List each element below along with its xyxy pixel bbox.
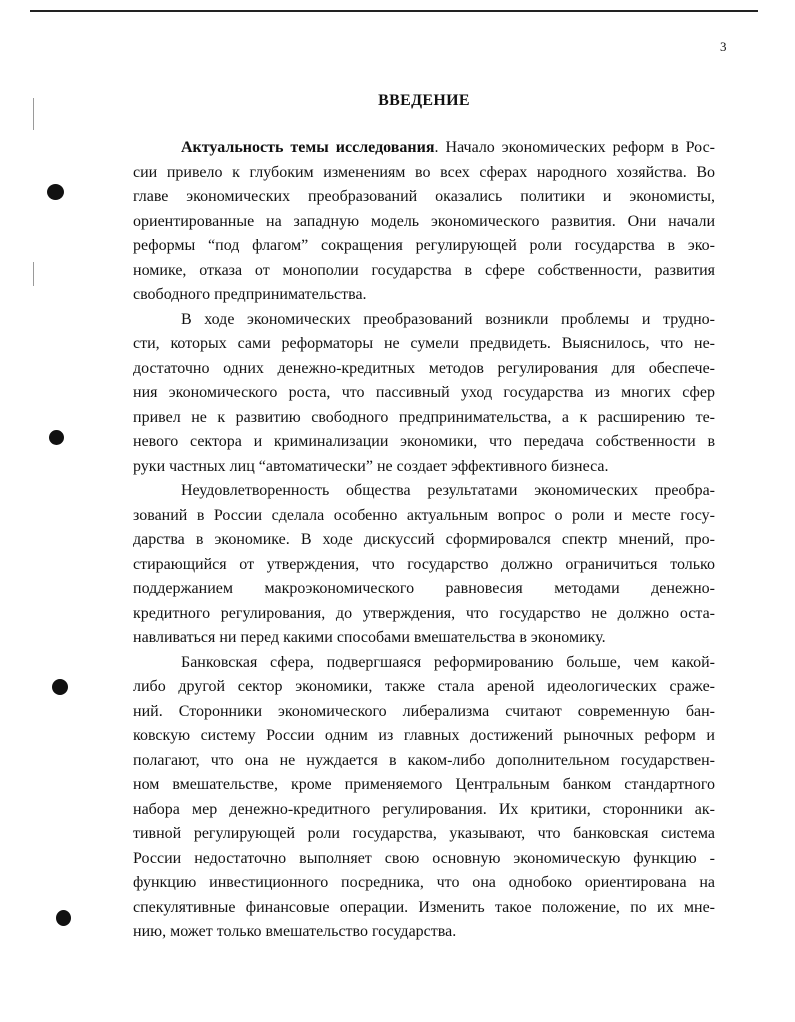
text-run: . Начало экономических реформ в Рос- [434, 139, 716, 156]
text-line: либо другой сектор экономики, также стала ареной идеологических сраже- [133, 678, 715, 695]
text-line: достаточно одних денежно-кредитных методов регулирования для обеспече- [133, 359, 715, 377]
text-line: сии привело к глубоким изменениям во всех сферах народного хозяйства. Во [133, 163, 715, 181]
text-line: В ходе экономических преобразований возникли проблемы и трудно- [181, 310, 715, 328]
text-line: дарства в экономике. В ходе дискуссий сформировался спектр мнений, про- [133, 531, 715, 548]
text-line: ния экономического роста, что пассивный уход государства из многих сфер [133, 384, 715, 401]
text-line: свободного предпринимательства. [133, 286, 367, 303]
text-line: поддержанием макроэкономического равновесия методами денежно- [133, 580, 715, 597]
text-line: навливаться ни перед какими способами вмешательства в экономику. [133, 629, 606, 646]
text-line: Банковская сфера, подвергшаяся реформированию больше, чем какой- [181, 653, 715, 671]
text-line: сти, которых сами реформаторы не сумели предвидеть. Выяснилось, что не- [133, 335, 715, 352]
binder-hole-mark [49, 430, 64, 445]
text-line: нию, может только вмешательство государства. [133, 923, 457, 940]
text-line: Неудовлетворенность общества результатами экономических преобра- [181, 482, 715, 499]
binder-hole-mark [52, 679, 68, 695]
text-line: номике, отказа от монополии государства в сфере собственности, развития [133, 261, 715, 279]
text-line: руки частных лиц “автоматически” не создает эффективного бизнеса. [133, 457, 609, 475]
text-line: функцию инвестиционного посредника, что она однобоко ориентирована на [133, 874, 715, 891]
scan-margin-line [33, 98, 34, 130]
text-line: ном вмешательстве, кроме применяемого Центральным банком стандартного [133, 776, 715, 793]
text-line: главе экономических преобразований оказались политики и экономисты, [133, 188, 715, 205]
text-line: ориентированные на западную модель экономического развития. Они начали [133, 212, 715, 230]
text-line: ковскую систему России одним из главных достижений рыночных реформ и [133, 727, 715, 744]
scan-margin-line [33, 262, 34, 286]
text-line: стирающийся от утверждения, что государство должно ограничиться только [133, 555, 715, 573]
scan-top-border [30, 10, 758, 12]
text-line: зований в России сделала особенно актуальным вопрос о роли и месте госу- [133, 506, 715, 524]
binder-hole-mark [47, 184, 64, 200]
text-line: полагают, что она не нуждается в каком-либо дополнительном государствен- [133, 751, 715, 769]
page-title: ВВЕДЕНИЕ [378, 92, 470, 109]
binder-hole-mark [56, 910, 71, 926]
text-line: невого сектора и криминализации экономики, что передача собственности в [133, 433, 715, 450]
text-line: ний. Сторонники экономического либерализма считают современную бан- [133, 702, 715, 720]
text-line: привел не к развитию свободного предпринимательства, а к расширению те- [133, 408, 715, 426]
text-line [181, 137, 715, 159]
text-line: спекулятивные финансовые операции. Изменить такое положение, по их мне- [133, 898, 715, 916]
lead-phrase: Актуальность темы исследования [181, 139, 435, 156]
text-line: набора мер денежно-кредитного регулирования. Их критики, сторонники ак- [133, 800, 715, 818]
text-line: кредитного регулирования, до утверждения, что государство не должно оста- [133, 604, 715, 622]
text-line: России недостаточно выполняет свою основную экономическую функцию - [133, 849, 715, 867]
text-line: тивной регулирующей роли государства, указывают, что банковская система [133, 825, 715, 842]
page-number: 3 [720, 39, 727, 54]
text-line: реформы “под флагом” сокращения регулирующей роли государства в эко- [133, 237, 715, 254]
